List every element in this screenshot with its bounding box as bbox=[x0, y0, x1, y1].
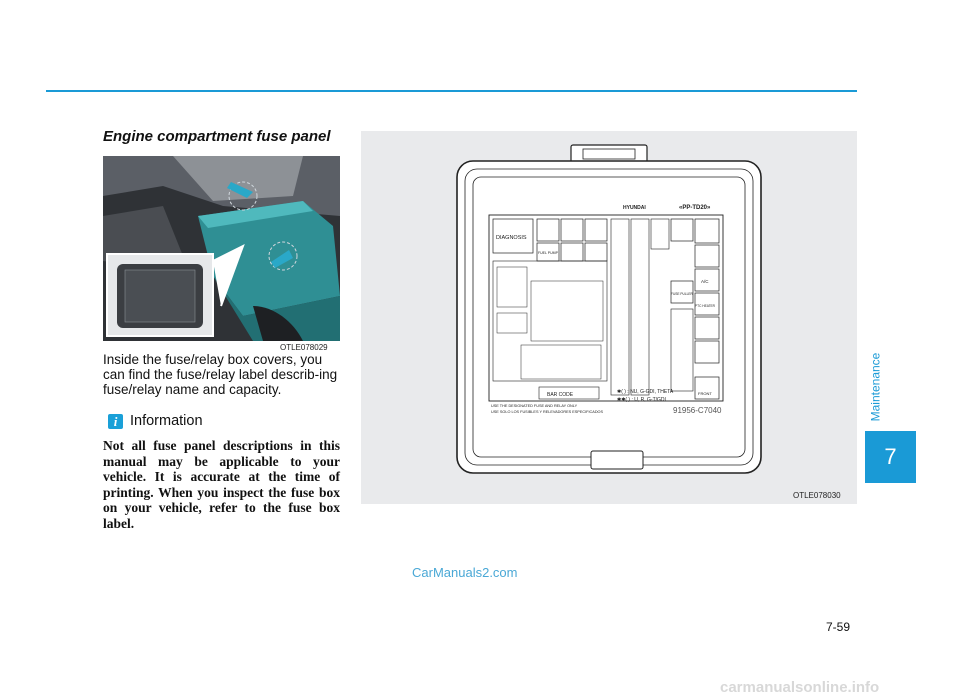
page-number: 7-59 bbox=[826, 620, 851, 634]
information-heading bbox=[108, 413, 203, 429]
information-text: Not all fuse panel descriptions in this manual may be applicable to your vehicle. It is accurate at the time of printing. When you inspect the fuse box on your vehicle, refer to the fuse box label. bbox=[103, 438, 340, 531]
part-number: 91956-C7040 bbox=[673, 406, 722, 415]
diagram-code: OTLE078030 bbox=[793, 491, 841, 500]
photo-code: OTLE078029 bbox=[280, 343, 328, 352]
footer-watermark: carmanualsonline.info bbox=[720, 679, 880, 696]
sidebar-section-label: Maintenance bbox=[868, 352, 882, 422]
brand-label: HYUNDAI bbox=[623, 205, 646, 211]
ptc-heater-label: PTC HEATER bbox=[695, 304, 715, 308]
fuel-pump-label: FUEL PUMP bbox=[538, 251, 558, 255]
header-rule bbox=[46, 90, 857, 92]
section-title: Engine compartment fuse panel bbox=[103, 128, 331, 145]
notice-en: USE THE DESIGNATED FUSE AND RELAY ONLY bbox=[491, 404, 578, 408]
engine-bay-photo bbox=[103, 156, 340, 341]
bar-code-label: BAR CODE bbox=[547, 392, 574, 398]
legend-1: ✱( ) : NU, G-GDI, THETA bbox=[617, 389, 674, 395]
body-paragraph: Inside the fuse/relay box covers, you can find the fuse/relay label describ-ing fuse/relay name and capacity. bbox=[103, 352, 338, 397]
ac-label: A/C bbox=[701, 279, 709, 284]
information-title: Information bbox=[130, 413, 203, 429]
front-label: FRONT bbox=[698, 391, 712, 396]
fuse-puller-label: FUSE PULLER bbox=[671, 292, 693, 296]
info-icon: i bbox=[108, 414, 123, 429]
chapter-tab: 7 bbox=[865, 431, 916, 483]
model-code-label: «PP-TD20» bbox=[679, 205, 711, 211]
diagnosis-label: DIAGNOSIS bbox=[496, 235, 527, 241]
legend-2: ✱✱( ) : U, R, G-T/GDI bbox=[617, 397, 666, 403]
fuse-box-diagram bbox=[361, 131, 857, 504]
watermark-link[interactable]: CarManuals2.com bbox=[412, 565, 518, 580]
notice-es: USE SOLO LOS FUSIBLES Y RELEVADORES ESPECIFICADOS bbox=[491, 410, 604, 414]
